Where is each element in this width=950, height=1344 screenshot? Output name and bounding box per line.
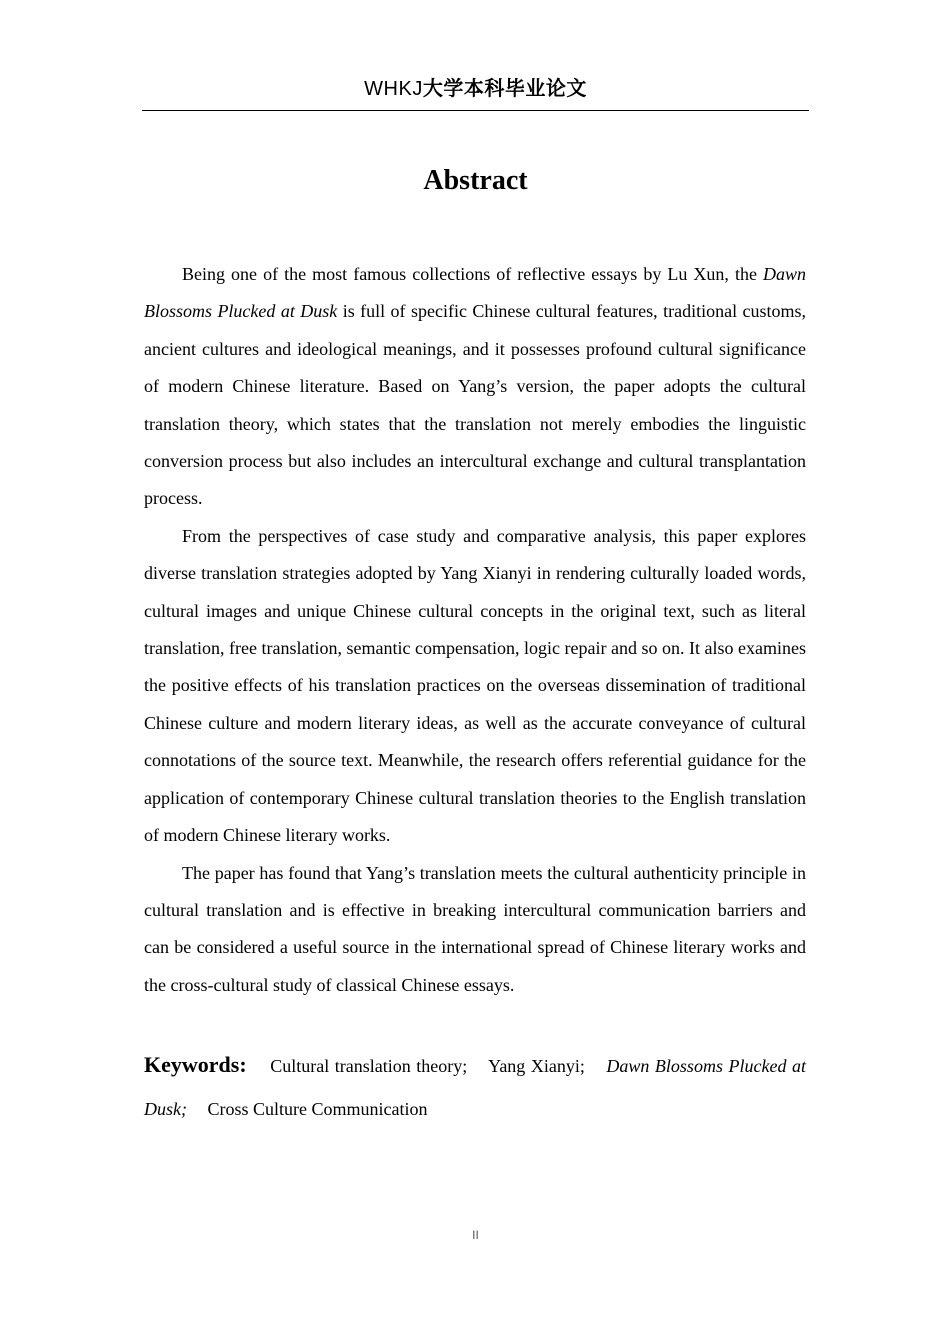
abstract-paragraph-1 — [144, 256, 806, 518]
abstract-paragraph-2: From the perspectives of case study and comparative analysis, this paper explores diverse translation strategies adopted by Yang Xianyi in rendering culturally loaded words, cultural images and unique Chinese cultural concepts in the original text, such as literal translation, free translation, semantic compensation, logic repair and so on. It also examines the positive effects of his translation practices on the overseas dissemination of traditional Chinese culture and modern literary ideas, as well as the accurate conveyance of cultural connotations of the source text. Meanwhile, the research offers referential guidance for the application of contemporary Chinese cultural translation theories to the English translation of modern Chinese literary works. — [144, 525, 806, 846]
book-title: Dawn Blossoms Plucked at Dusk — [144, 264, 806, 322]
running-header — [142, 72, 809, 101]
page-number: II — [472, 1228, 479, 1242]
keyword-item: Yang Xianyi; — [488, 1056, 585, 1076]
keyword-item: Cross Culture Communication — [207, 1099, 428, 1119]
header-institution-code: WHKJ — [364, 78, 423, 100]
header-divider — [142, 110, 809, 111]
paragraph-text: is full of specific Chinese cultural features, traditional customs, ancient cultures and ideological meanings, and it possesses profound cultural significance of modern Chinese literature. Based on Yang’s version, the paper adopts the cultural translation theory, which states that the translation not merely embodies the linguistic conversion process but also includes an intercultural exchange and cultural transplantation process. — [144, 301, 807, 509]
paragraph-text: Being one of the most famous collections of reflective essays by Lu Xun, the — [182, 264, 763, 284]
abstract-paragraph-3: The paper has found that Yang’s translation meets the cultural authenticity principle in cultural translation and is effective in breaking intercultural communication barriers and can be considered a useful source in the international spread of Chinese literary works and the cross-cultural study of classical Chinese essays. — [144, 862, 806, 995]
keyword-item: Cultural translation theory; — [270, 1056, 468, 1076]
header-thesis-label: 大学本科毕业论文 — [422, 76, 587, 100]
keyword-item: Dawn Blossoms Plucked at Dusk; — [144, 1056, 806, 1119]
keywords-section — [144, 1043, 806, 1131]
abstract-body — [144, 256, 806, 1004]
keywords-label: Keywords: — [144, 1052, 247, 1077]
page-title: Abstract — [423, 165, 528, 196]
